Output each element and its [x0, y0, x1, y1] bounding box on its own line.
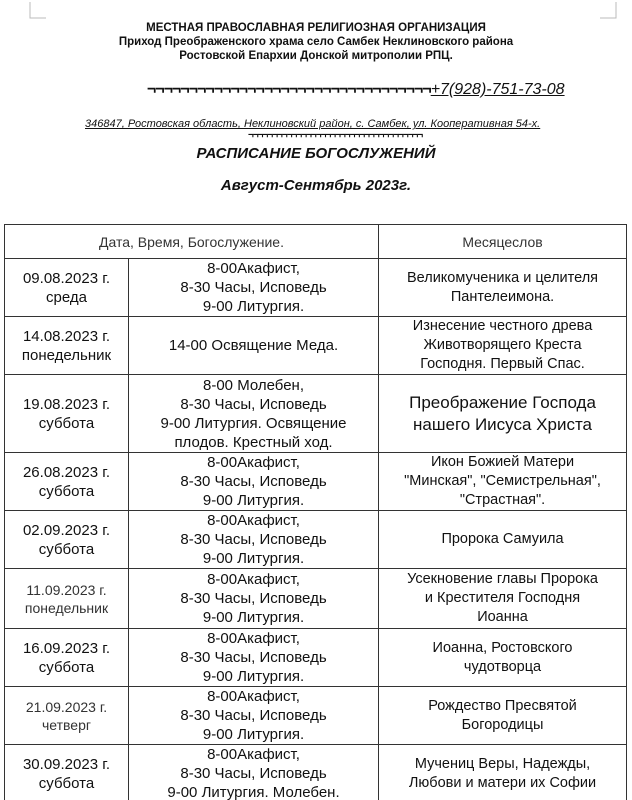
- calendar-line: Преображение Господа: [409, 392, 596, 412]
- service-cell: [129, 745, 379, 800]
- table-row: [5, 687, 627, 745]
- phone-line: [147, 80, 565, 100]
- date-cell: [5, 687, 129, 745]
- calendar-line: Пророка Самуила: [441, 531, 564, 547]
- date: 14.08.2023 г.: [22, 327, 111, 345]
- calendar-cell: [379, 511, 627, 569]
- service-line: 8-30 Часы, Исповедь: [180, 279, 327, 296]
- calendar-cell: [379, 375, 627, 453]
- service-cell: [129, 259, 379, 317]
- weekday: среда: [46, 288, 87, 306]
- service-line: 9-00 Литургия.: [202, 668, 305, 685]
- service-line: 9-00 Литургия.: [202, 726, 305, 743]
- date-cell: [5, 629, 129, 687]
- calendar-cell: [379, 629, 627, 687]
- service-line: 8-00Акафист,: [207, 512, 300, 529]
- calendar-cell: [379, 569, 627, 629]
- service-cell: [129, 375, 379, 453]
- service-line: 8-00Акафист,: [207, 630, 300, 647]
- service-line: 8-30 Часы, Исповедь: [180, 531, 327, 548]
- table-row: [5, 511, 627, 569]
- date: 02.09.2023 г.: [22, 521, 111, 539]
- calendar-cell: [379, 317, 627, 375]
- service-line: 8-00Акафист,: [207, 571, 300, 588]
- calendar-line: Любови и матери их Софии: [408, 774, 597, 791]
- table-row: [5, 375, 627, 453]
- calendar-line: Животворящего Креста: [423, 337, 582, 353]
- page-subtitle: Август-Сентябрь 2023г.: [220, 177, 412, 194]
- service-cell: [129, 629, 379, 687]
- date-cell: [5, 453, 129, 511]
- service-line: 8-00Акафист,: [207, 260, 300, 277]
- service-line: 8-30 Часы, Исповедь: [180, 765, 327, 782]
- org-name-line-1: МЕСТНАЯ ПРАВОСЛАВНАЯ РЕЛИГИОЗНАЯ ОРГАНИЗАЦИЯ: [146, 22, 486, 34]
- calendar-line: Иоанна: [477, 609, 528, 625]
- date: 30.09.2023 г.: [22, 755, 111, 773]
- header-date-service: Дата, Время, Богослужение.: [5, 225, 379, 259]
- schedule-table: [4, 224, 627, 800]
- date: 26.08.2023 г.: [22, 463, 111, 481]
- service-line: 8-00 Молебен,: [203, 376, 305, 394]
- phone-ticks: ¬¬¬¬¬¬¬¬¬¬¬¬¬¬¬¬¬¬¬¬¬¬¬¬¬¬¬¬¬¬¬¬¬¬: [147, 81, 431, 98]
- date: 09.08.2023 г.: [22, 269, 111, 287]
- calendar-line: Мучениц Веры, Надежды,: [414, 755, 591, 772]
- org-name-line-3: Ростовской Епархии Донской митрополии РПЦ.: [179, 50, 453, 62]
- service-line: 8-30 Часы, Исповедь: [180, 473, 327, 490]
- service-line: 8-00Акафист,: [207, 746, 300, 763]
- calendar-line: чудотворца: [463, 658, 542, 675]
- calendar-line: Икон Божией Матери: [430, 454, 575, 470]
- page-corner-right-icon: [598, 2, 618, 20]
- calendar-line: Усекновение главы Пророка: [407, 571, 598, 587]
- service-line: 14-00 Освящение Меда.: [168, 337, 339, 354]
- table-row: [5, 259, 627, 317]
- page-title: РАСПИСАНИЕ БОГОСЛУЖЕНИЙ: [196, 145, 436, 162]
- service-line: 8-30 Часы, Исповедь: [180, 395, 327, 413]
- weekday: суббота: [38, 774, 95, 792]
- service-line: 8-30 Часы, Исповедь: [180, 590, 327, 607]
- weekday: четверг: [42, 716, 91, 733]
- service-line: 8-00Акафист,: [207, 454, 300, 471]
- service-line: 9-00 Литургия.: [202, 609, 305, 626]
- calendar-cell: [379, 687, 627, 745]
- date-cell: [5, 259, 129, 317]
- calendar-line: Изнесение честного древа: [412, 318, 593, 334]
- service-cell: [129, 453, 379, 511]
- service-line: 8-30 Часы, Исповедь: [180, 649, 327, 666]
- service-line: 8-30 Часы, Исповедь: [180, 707, 327, 724]
- weekday: понедельник: [24, 599, 109, 616]
- address-ticks: ¬¬¬¬¬¬¬¬¬¬¬¬¬¬¬¬¬¬¬¬¬¬¬¬¬¬¬¬¬¬¬¬¬¬¬¬: [248, 130, 423, 141]
- calendar-cell: [379, 259, 627, 317]
- calendar-line: Рождество Пресвятой: [428, 697, 577, 714]
- table-header-row: [5, 225, 627, 259]
- weekday: суббота: [38, 540, 95, 558]
- table-row: [5, 629, 627, 687]
- date-cell: [5, 375, 129, 453]
- service-line: 9-00 Литургия.: [202, 550, 305, 567]
- service-cell: [129, 687, 379, 745]
- table-row: [5, 453, 627, 511]
- org-name-line-2: Приход Преображенского храма село Самбек Неклиновского района: [118, 36, 514, 48]
- service-line: 9-00 Литургия.: [202, 298, 305, 315]
- date: 21.09.2023 г.: [25, 698, 108, 715]
- header-calendar: Месяцеслов: [379, 225, 627, 259]
- date: 19.08.2023 г.: [22, 395, 111, 413]
- calendar-cell: [379, 745, 627, 800]
- date-cell: [5, 569, 129, 629]
- date: 16.09.2023 г.: [22, 639, 111, 657]
- calendar-line: нашего Иисуса Христа: [413, 414, 592, 434]
- date-cell: [5, 745, 129, 800]
- table-row: [5, 745, 627, 800]
- table-row: [5, 317, 627, 375]
- service-line: 9-00 Литургия.: [202, 492, 305, 509]
- service-line: 8-00Акафист,: [207, 688, 300, 705]
- weekday: понедельник: [21, 346, 112, 364]
- service-line: 9-00 Литургия. Освящение: [160, 414, 347, 432]
- service-line: 9-00 Литургия. Молебен.: [167, 784, 340, 800]
- address: 346847, Ростовская область, Неклиновский район, с. Самбек, ул. Кооперативная 54-х.: [85, 118, 541, 130]
- calendar-line: "Минская", "Семистрельная",: [404, 473, 601, 489]
- page-corner-left-icon: [28, 2, 48, 20]
- weekday: суббота: [38, 482, 95, 500]
- table-row: [5, 569, 627, 629]
- calendar-line: "Страстная".: [459, 492, 546, 508]
- calendar-cell: [379, 453, 627, 511]
- service-line: плодов. Крестный ход.: [174, 433, 333, 451]
- date-cell: [5, 317, 129, 375]
- service-cell: [129, 317, 379, 375]
- calendar-line: Пантелеимона.: [450, 288, 555, 305]
- calendar-line: Богородицы: [461, 716, 544, 733]
- calendar-line: Великомученика и целителя: [406, 269, 599, 286]
- calendar-line: и Крестителя Господня: [424, 590, 581, 606]
- date: 11.09.2023 г.: [26, 581, 107, 598]
- service-cell: [129, 511, 379, 569]
- weekday: суббота: [38, 414, 95, 432]
- date-cell: [5, 511, 129, 569]
- phone-number[interactable]: +7(928)-751-73-08: [430, 81, 565, 98]
- service-cell: [129, 569, 379, 629]
- weekday: суббота: [38, 658, 95, 676]
- calendar-line: Господня. Первый Спас.: [420, 356, 585, 372]
- calendar-line: Иоанна, Ростовского: [432, 639, 573, 656]
